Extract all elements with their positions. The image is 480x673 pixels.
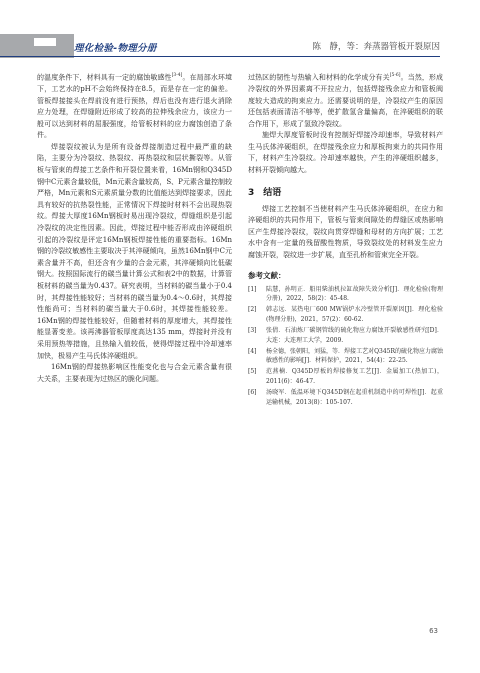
journal-logo-block xyxy=(0,34,74,58)
paragraph: 施焊大厚度管板时没有控制好焊接冷却速率，导致材料产生马氏体淬硬组织，在焊接残余应力和厚板拘束力的共同作用下，材料产生冷裂纹。冷却速率越快，产生的淬硬组织越多，材料开裂倾向越大。 xyxy=(248,131,443,175)
left-column xyxy=(37,70,232,385)
paragraph: 过热区的韧性与热输入和材料的化学成分有关[5-6]。当然，形成冷裂纹的外界因素离不开拉应力，包括焊接残余应力和管板阀度较大造成的拘束应力。还需要说明的是，冷裂纹产生的原因还包括表面清洁不够等，使扩散氢含量偏高，在淬硬组织的联合作用下，形成了氢致冷裂纹。 xyxy=(248,73,443,128)
journal-section-title: 理化检验-物理分册 xyxy=(74,43,157,54)
reference-item: [1] 陆慧，孙明正．船用柴油机拉缸故障失效分析[J]．理化检验(物理分册)，2022，58(2)：45-48. xyxy=(248,285,443,303)
running-head: 陈 静，等：奔蒸器管板开裂原因 xyxy=(312,42,440,52)
conclusion-paragraph: 焊接工艺控制不当使材料产生马氏体淬硬组织，在应力和淬硬组织的共同作用下，管板与管束间隙处的焊缝区或热影响区产生焊接冷裂纹，裂纹向贯穿焊缝和母材的方向扩展；工艺水中含有一定量的残留酸性物质，导致裂纹处的材料发生应力腐蚀开裂，裂纹进一步扩展，直至孔桥和管束完全开裂。 xyxy=(248,204,443,260)
page-header xyxy=(0,0,480,62)
paragraph: 焊接裂纹被认为是所有设备焊接制造过程中最严重的缺陷，主要分为冷裂纹、热裂纹、再热裂纹和层状撕裂等。从管板与管束的焊接工艺条件和开裂位置来看，16Mn钢和Q345D钢中C元素含量较低，Mn元素含量较高，S、P元素含量控制较严格，Mn元素和S元素质量分数的比值能达到焊接要求，因此具有较好的抗热裂性能，正常情况下焊接时材料不会出现热裂纹。焊接大厚度16Mn钢板时易出现冷裂纹，焊缝组织是引起冷裂纹的决定性因素。因此，焊接过程中能否形成由淬硬组织引起的冷裂纹是评定16Mn钢板焊接性能的重要指标。16Mn钢的冷裂纹敏感性主要取决于其淬硬倾向，虽然16Mn钢中C元素含量并不高，但还含有少量的合金元素，其淬硬倾向比低碳钢大。按照国际流行的碳当量计算公式和表2中的数据，计算管板材料的碳当量为0.437。研究表明，当材料的碳当量小于0.4时，其焊接性能较好；当材料的碳当量为0.4～0.6时，其焊接性能尚可；当材料的碳当量大于0.6时，其焊接性能较差。16Mn钢的焊接性能较好，但随着材料的厚度增大，其焊接性能显著变差。该再沸器管板厚度高达135 mm，焊接时并没有采用预热等措施，且热输入值较低，使得焊接过程中冷却速率加快，极易产生马氏体淬硬组织。 xyxy=(37,142,232,360)
reference-item: [3] 张倩．石油炼厂碳钢管线的硫化物应力腐蚀开裂敏感性研究[D]．大连：大连理工大学，2009. xyxy=(248,327,443,344)
reference-item: [4] 杨全德，张朝阳，刘猛，等．焊接工艺对Q345R的硫化物应力腐蚀敏感性的影响[J]．材料保护，2021，54(4)：22-25. xyxy=(248,347,443,365)
citation: [3-4] xyxy=(171,73,183,78)
paragraph: 16Mn钢的焊接热影响区性能变化也与合金元素含量有很大关系，主要表现为过热区的脆化问题。 xyxy=(37,363,232,383)
references-heading: 参考文献： xyxy=(248,270,286,280)
citation: [5-6] xyxy=(389,73,401,78)
reference-list xyxy=(248,285,443,408)
reference-item: [5] 范燕楠．Q345D厚板的焊接修复工艺[J]．金属加工(热加工)，2011(6)：46-47. xyxy=(248,368,443,385)
right-column xyxy=(248,70,443,409)
logo-notch xyxy=(34,38,56,46)
header-rule xyxy=(0,56,440,57)
reference-item: [6] 汤晓军．低温环境下Q345D钢在起重机制造中的可焊性[J]．起重运输机械，2013(8)：105-107. xyxy=(248,389,443,406)
paragraph: 的温度条件下，材料具有一定的腐蚀敏感性[3-4]。在局部水环境下，工艺水的pH不会始终保持在8.5，而是存在一定的偏差。管板焊接接头在焊前没有进行预热，焊后也没有进行退火消除应力处理，在焊缝附近形成了较高的拉伸残余应力，该应力一般可以达到材料的屈服强度，给管板材料的应力腐蚀创造了条件。 xyxy=(37,73,233,140)
reference-item: [2] 韩志远．某热电厂600 MW锅炉水冷壁管开裂原因[J]．理化检验(物理分册)，2021，57(2)：60-62. xyxy=(248,306,443,323)
section-heading-conclusion: 3 结语 xyxy=(248,187,282,198)
page-number: 63 xyxy=(429,627,438,635)
